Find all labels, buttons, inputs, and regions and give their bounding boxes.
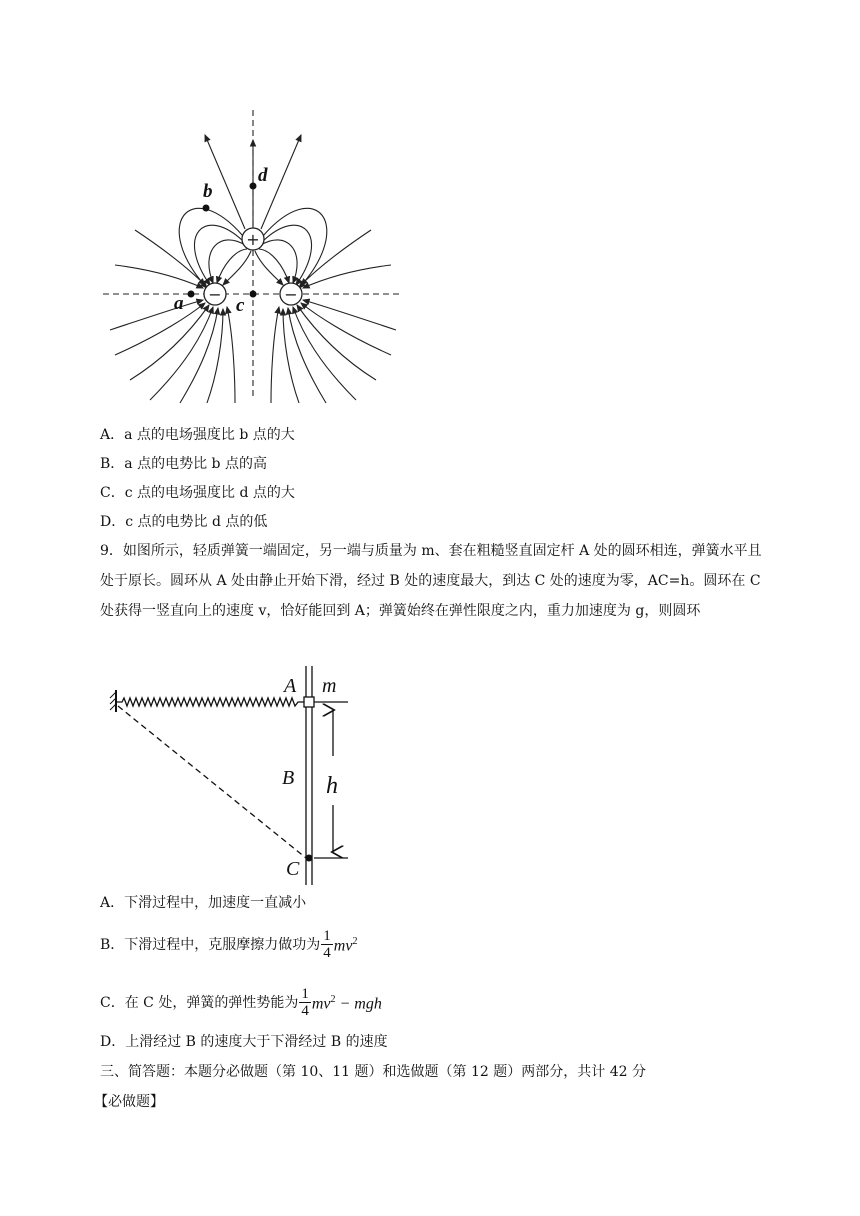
negative-charge-left — [204, 283, 226, 305]
label-h: h — [326, 773, 338, 799]
q9-option-d: D．上滑经过 B 的速度大于下滑经过 B 的速度 — [100, 1034, 388, 1050]
q8-option-d: D．c 点的电势比 d 点的低 — [100, 514, 268, 530]
positive-charge — [242, 228, 264, 250]
point-a — [188, 291, 195, 298]
label-a: a — [174, 293, 184, 314]
point-c — [250, 291, 257, 298]
q8-option-b: B．a 点的电势比 b 点的高 — [100, 456, 267, 472]
point-d — [250, 183, 257, 190]
svg-text:−: − — [208, 285, 222, 304]
section3-heading: 三、简答题：本题分必做题（第 10、11 题）和选做题（第 12 题）两部分，共计 42 分 — [100, 1064, 646, 1080]
spring-ring-figure — [108, 660, 368, 890]
label-m: m — [322, 675, 337, 697]
label-B: B — [282, 767, 295, 789]
label-C: C — [286, 858, 300, 880]
negative-charge-right — [280, 283, 302, 305]
fraction-one-quarter: $\frac{1}{4}$ — [301, 986, 309, 1019]
q9-option-a: A．下滑过程中，加速度一直减小 — [100, 895, 307, 911]
q9-option-b: B．下滑过程中，克服摩擦力做功为 $\frac{1}{4}$ $mv^2$ — [100, 928, 358, 961]
label-A: A — [284, 675, 297, 697]
label-b: b — [203, 181, 213, 202]
section3-required: 【必做题】 — [94, 1094, 164, 1110]
label-c: c — [236, 295, 245, 316]
svg-text:−: − — [284, 285, 298, 304]
q8-option-a: A．a 点的电场强度比 b 点的大 — [100, 427, 295, 443]
q9-stem: 9．如图所示，轻质弹簧一端固定，另一端与质量为 m、套在粗糙竖直固定杆 A 处的圆环相连，弹簧水平且处于原长。圆环从 A 处由静止开始下滑，经过 B 处的速度最大，到达 C 处的速度为零，AC=h。圆环在 C 处获得一竖直向上的速度 v，恰好能回到 A；弹簧始终在弹性限度之内，重力加速度为 g，则圆环 — [100, 543, 762, 619]
q9-option-c: C．在 C 处，弹簧的弹性势能为 $\frac{1}{4}$ $mv^2$ − mgh — [100, 986, 382, 1019]
point-b — [203, 205, 210, 212]
q8-option-c: C．c 点的电场强度比 d 点的大 — [100, 485, 295, 501]
field-lines-figure — [95, 105, 410, 405]
fraction-one-quarter: $\frac{1}{4}$ — [323, 928, 331, 961]
label-d: d — [258, 165, 268, 186]
svg-text:+: + — [246, 230, 260, 249]
